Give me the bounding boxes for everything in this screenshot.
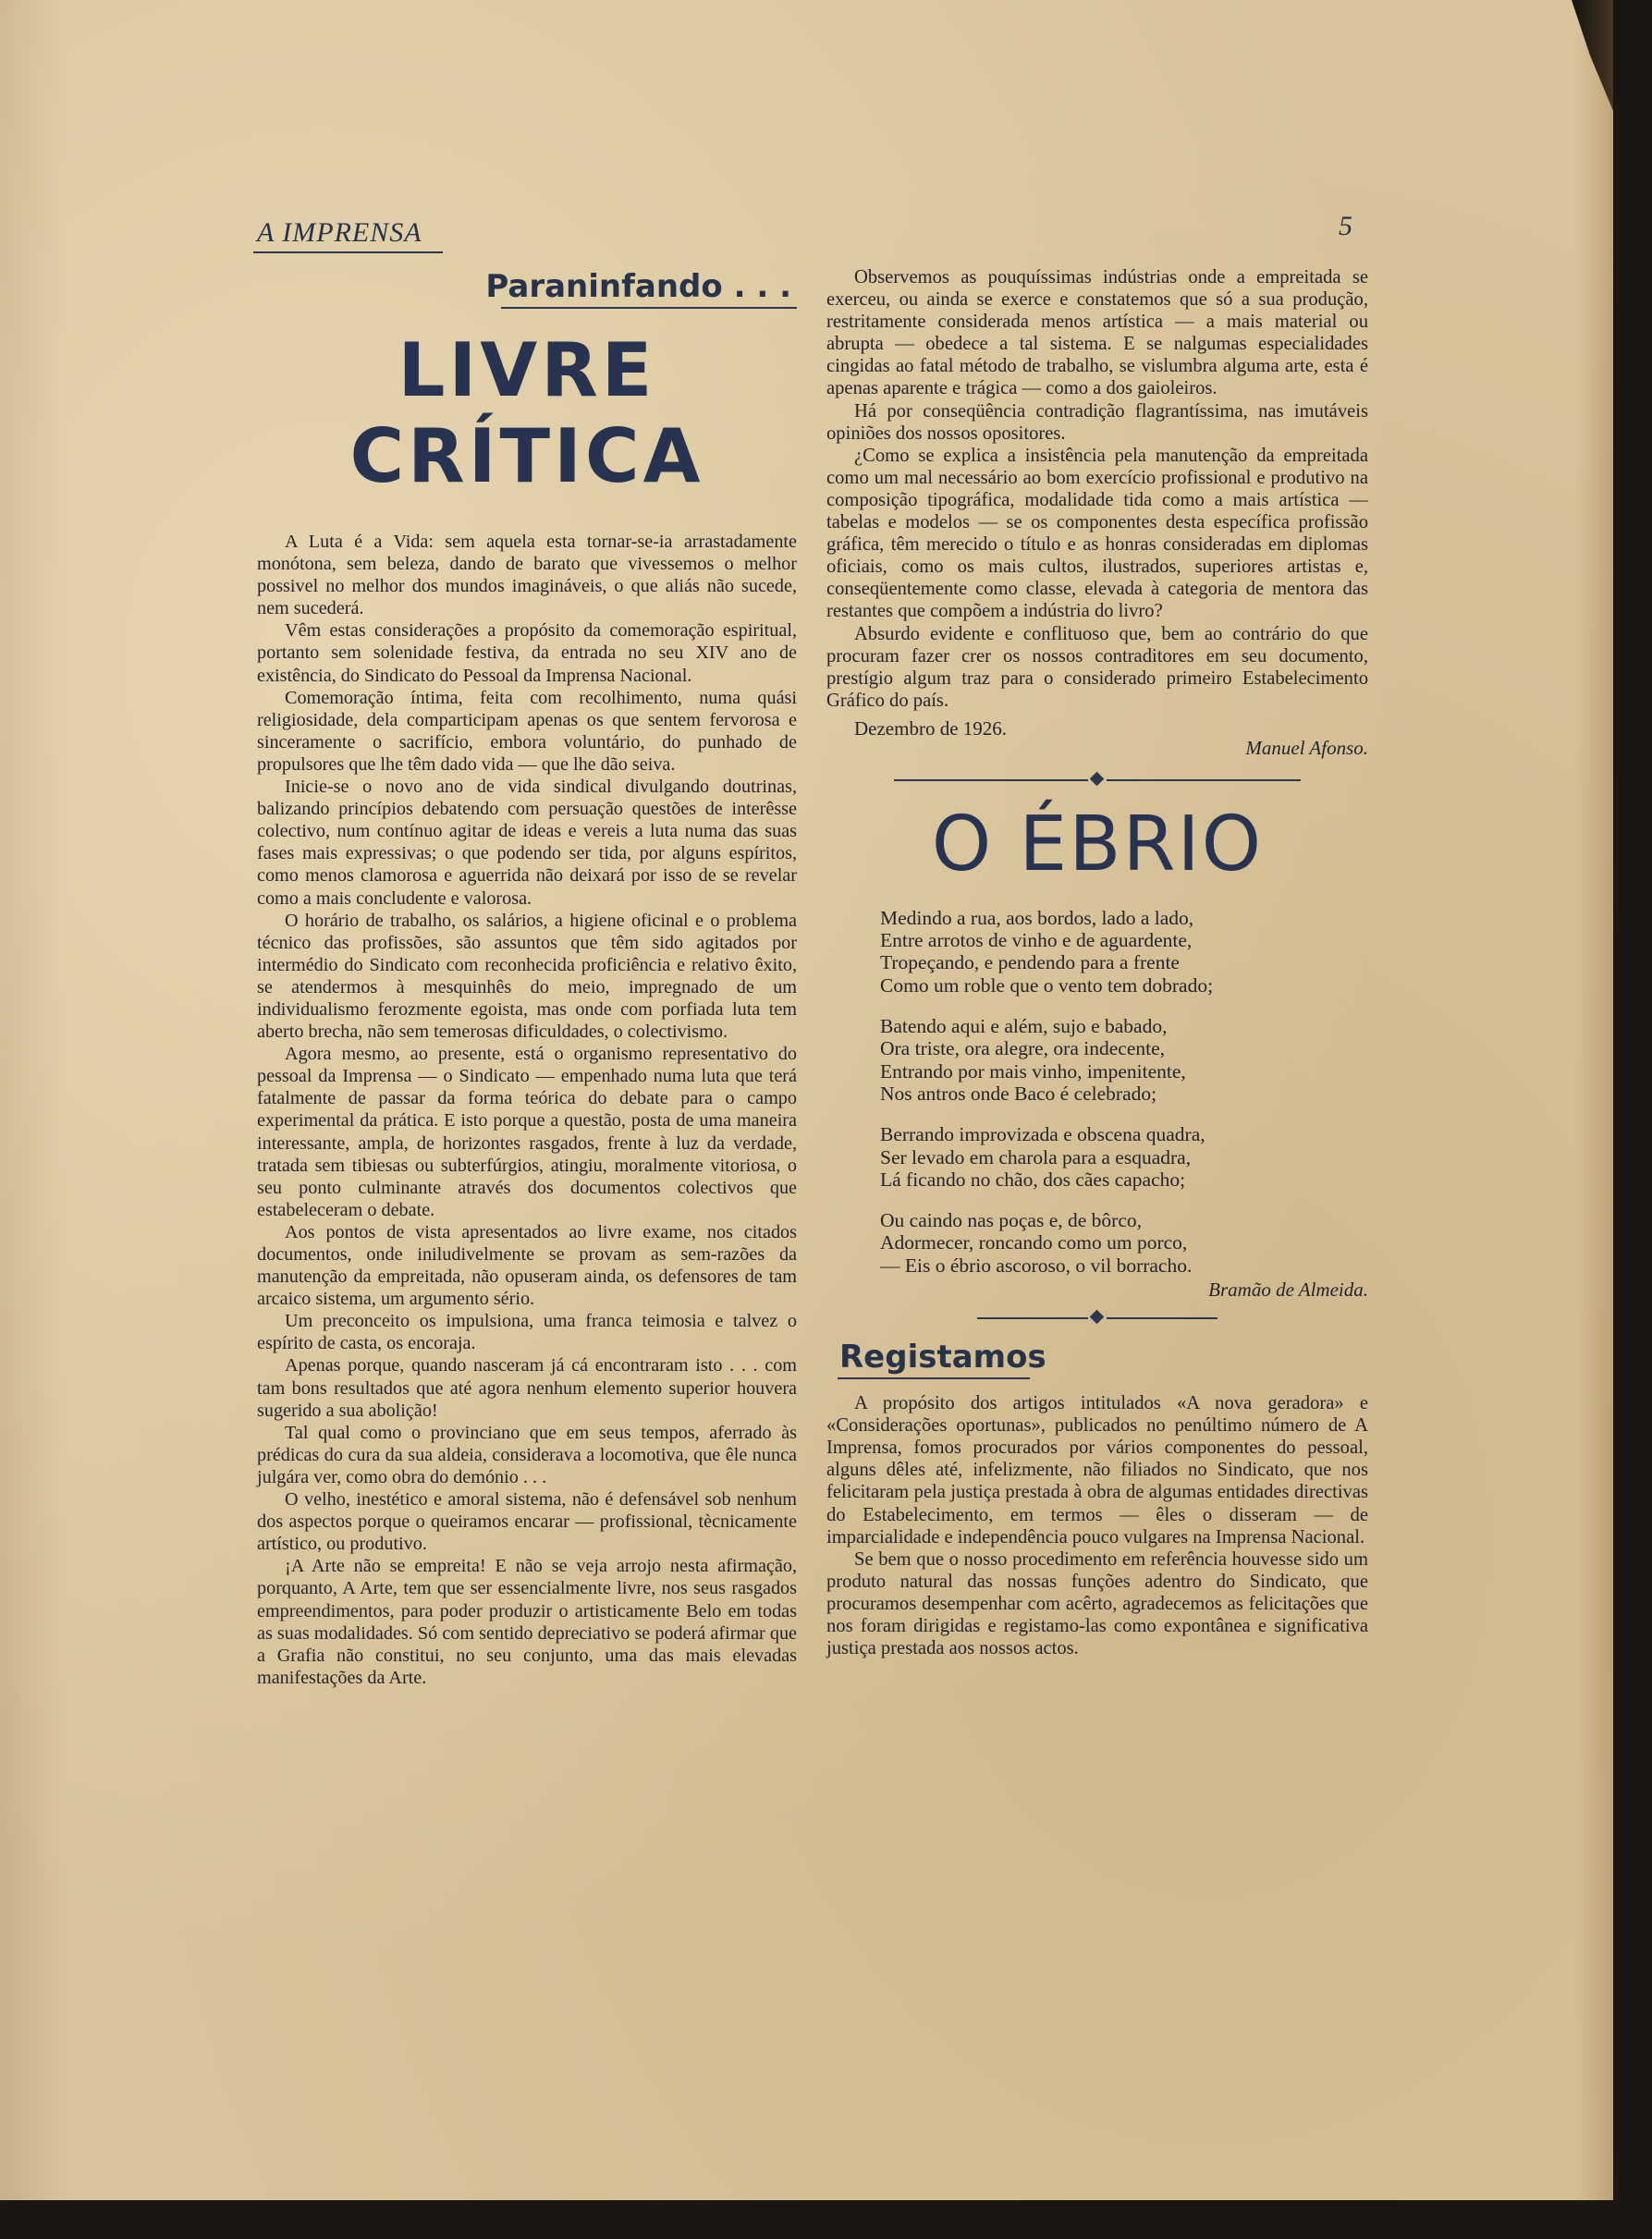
poem-title: O ÉBRIO [931, 800, 1264, 888]
article-kicker: Paraninfando . . . [485, 268, 791, 305]
article-paragraph: Comemoração íntima, feita com recolhimento, numa quási religiosidade, dela comparticipam apenas os que sentem fervorosa e sinceramente o sacrifício, embora voluntário, do punhado de propulsores que lhe têm dado vida — que lhe dão seiva. [257, 687, 797, 775]
article-paragraph: Tal qual como o provinciano que em seus tempos, aferrado às prédicas do cura da sua aldeia, considerava a locomotiva, que êle nunca julgára ver, como obra do demónio . . . [257, 1422, 797, 1487]
poem-author: Bramão de Almeida. [1208, 1279, 1368, 1302]
article-paragraph: Um preconceito os impulsiona, uma franca teimosia e talvez o espírito de casta, os encoraja. [257, 1311, 797, 1354]
left-column [257, 268, 797, 1689]
article-paragraph: Absurdo evidente e conflituoso que, bem ao contrário do que procuram fazer crer os nossos contraditores em seu documento, prestígio algum traz para o considerado primeiro Estabelecimento Gráfico do país. [826, 623, 1368, 711]
article-paragraph: ¡A Arte não se empreita! E não se veja arrojo nesta afirmação, porquanto, A Arte, tem que ser essencialmente livre, nos seus rasgados empreendimentos, para poder produzir o artisticamente Belo em todas as suas modalidades. Só com sentido depreciativo se poderá afirmar que a Grafia não constitui, no seu conjunto, uma das mais elevadas manifestações da Arte. [257, 1556, 797, 1688]
kicker-underline [501, 307, 797, 309]
poem-verse: Lá ficando no chão, dos cães capacho; [880, 1168, 1186, 1191]
page-number: 5 [1339, 211, 1352, 241]
article-continuation [826, 266, 1368, 712]
article-paragraph: O velho, inestético e amoral sistema, não é defensável sob nenhum dos aspectos porque o queiramos encarar — profissional, tècnicamente artístico, ou produtivo. [257, 1489, 797, 1555]
article-paragraph: Apenas porque, quando nasceram já cá encontraram isto . . . com tam bons resultados que até agora nenhum elemento superior houvera sugerido a sua abolição! [257, 1355, 797, 1421]
right-column [826, 266, 1368, 1659]
article-paragraph: A Luta é a Vida: sem aquela esta tornar-se-ia arrastadamente monótona, sem beleza, dando de barato que vivessemos o melhor possivel no melhor dos mundos imagináveis, o que aliás não sucede, nem sucederá. [257, 532, 797, 619]
article-paragraph: Agora mesmo, ao presente, está o organismo representativo do pessoal da Imprensa — o Sindicato — empenhado numa luta que terá fatalmente de passar da forma teórica do debate para o campo experimental da prática. E isto porque a questão, posta de uma maneira interessante, ampla, de horizontes rasgados, frente à luz da verdade, tratada sem tibiesas ou subterfúrgios, atingiu, moralmente vitoriosa, o seu ponto culminante através dos documentos colectivos que estabeleceram o debate. [257, 1044, 797, 1220]
article-paragraph: Inicie-se o novo ano de vida sindical divulgando doutrinas, balizando princípios debatendo com persuação questões de interêsse colectivo, num contínuo agitar de ideas e vereis a luta numa das suas fases mais expressivas; o que podendo ser tida, por alguns espíritos, como menos clamorosa e aguerrida não deixará por isso de se revelar como a mais concludente e valorosa. [257, 777, 797, 909]
poem-stanza [880, 1123, 1368, 1191]
poem-verse: Nos antros onde Baco é celebrado; [880, 1082, 1157, 1105]
article-paragraph: Vêm estas considerações a propósito da comemoração espiritual, portanto sem solenidade festiva, da entrada no seu XIV ano de existência, do Sindicato do Pessoal da Imprensa Nacional. [257, 620, 797, 686]
section-title-underline [838, 1377, 1030, 1379]
article-paragraph: Aos pontos de vista apresentados ao livre exame, nos citados documentos, onde iniludivelmente se provam as sem-razões da manutenção da empreitada, não opuseram ainda, os defensores de tam arcaico sistema, um argumento sério. [257, 1221, 797, 1310]
poem-verse: Ou caindo nas poças e, de bôrco, [880, 1209, 1142, 1232]
poem-verse: Berrando improvizada e obscena quadra, [880, 1123, 1205, 1146]
poem-stanza [880, 1209, 1368, 1277]
poem-verse: Ser levado em charola para a esquadra, [880, 1145, 1192, 1168]
poem-verse: Entrando por mais vinho, impenitente, [880, 1059, 1186, 1083]
header-underline [253, 251, 443, 253]
poem-verse: Entre arrotos de vinho e de aguardente, [880, 929, 1193, 952]
poem-verse: Ora triste, ora alegre, ora indecente, [880, 1037, 1166, 1060]
poem-stanza [880, 1015, 1368, 1105]
section-title: Registamos [839, 1339, 1046, 1376]
publication-header: A IMPRENSA [257, 217, 422, 248]
poem-verse: Como um roble que o vento tem dobrado; [880, 973, 1214, 997]
section-body [826, 1392, 1368, 1659]
paper-edge [1576, 0, 1613, 2200]
poem-verse: Medindo a rua, aos bordos, lado a lado, [880, 906, 1194, 929]
ornamental-divider [977, 1309, 1218, 1327]
poem-verse: Batendo aqui e além, sujo e babado, [880, 1015, 1168, 1038]
article-signature: Manuel Afonso. [1245, 736, 1368, 759]
article-paragraph: O horário de trabalho, os salários, a higiene oficinal e o problema técnico das profissões, são assuntos que têm sido agitados por intermédio do Sindicato com reconhecida proficiência e relativo êxito, se atendermos à mesquinhês do meio, impregnado de um individualismo ferozmente egoista, mas onde com porfiada luta tem aberto brecha, não sem temerosas dificuldades, o colectivismo. [257, 910, 797, 1043]
article-date: Dezembro de 1926. [854, 716, 1008, 740]
poem-verse: Tropeçando, e pendendo para a frente [880, 951, 1180, 974]
article-paragraph: Há por conseqüência contradição flagrantíssima, nas imutáveis opiniões dos nossos opositores. [826, 400, 1368, 444]
section-paragraph: Se bem que o nosso procedimento em referência houvesse sido um produto natural das nossas funções adentro do Sindicato, que procuramos desempenhar com acêrto, agradecemos as felicitações que nos foram dirigidas e registamo-las como expontânea e significativa justiça prestada aos nossos actos. [826, 1548, 1368, 1659]
section-paragraph: A propósito dos artigos intitulados «A nova geradora» e «Considerações oportunas», publicados no penúltimo número de A Imprensa, fomos procurados por vários componentes do pessoal, alguns dêles até, infelizmente, não filiados no Sindicato, que nos felicitaram pela justiça prestada à obra de algumas entidades directivas do Estabelecimento, em termos — êles o disseram — de imparcialidade e independência pouco vulgares na Imprensa Nacional. [826, 1393, 1368, 1548]
poem-verse: — Eis o ébrio ascoroso, o vil borracho. [880, 1254, 1193, 1277]
article-title: LIVRE CRÍTICA [349, 327, 704, 499]
article-body [257, 531, 797, 1689]
ornamental-divider [894, 771, 1301, 789]
article-paragraph: Observemos as pouquíssimas indústrias onde a empreitada se exerceu, ou ainda se exerce e constatemos que só a sua produção, restritamente considerada menos artística — a mais material ou abrupta — obedece a tal sistema. E se nalgumas especialidades cingidas ao fatal método de trabalho, se vislumbra alguma arte, esta é apenas aparente e trágica — como a dos gaioleiros. [826, 267, 1368, 399]
poem-verse: Adormecer, roncando como um porco, [880, 1231, 1188, 1254]
article-paragraph: ¿Como se explica a insistência pela manutenção da empreitada como um mal necessário ao bom exercício profissional e produtivo na composição tipográfica, modalidade tida como a mais artística — tabelas e modelos — se os componentes desta específica profissão gráfica, têm merecido o título e as honras consideradas em diplomas oficiais, como os mais cultos, ilustrados, superiores artistas e, conseqüentemente como classe, elevada à categoria de mentora das restantes que compõem a indústria do livro? [826, 445, 1368, 622]
poem-stanza [880, 907, 1368, 997]
